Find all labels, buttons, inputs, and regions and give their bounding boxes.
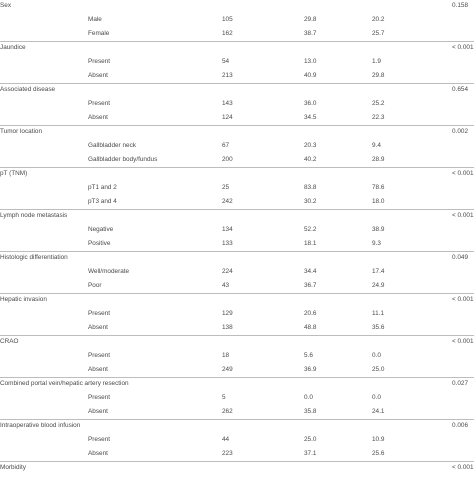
count-value: 133 bbox=[222, 234, 233, 255]
group-divider bbox=[0, 83, 474, 84]
variable-name: Associated disease bbox=[0, 80, 55, 101]
rate-value-1: 52.2 bbox=[304, 220, 316, 241]
p-value: 0.002 bbox=[452, 122, 468, 143]
level-label: Absent bbox=[88, 360, 108, 381]
p-value: < 0.001 bbox=[452, 458, 474, 478]
group-divider bbox=[0, 251, 474, 252]
rate-value-1: 20.3 bbox=[304, 136, 316, 157]
level-label: Well/moderate bbox=[88, 262, 129, 283]
variable-name: Hepatic invasion bbox=[0, 290, 47, 311]
level-label: Poor bbox=[88, 276, 102, 297]
count-value: 105 bbox=[222, 10, 233, 31]
variable-name: Combined portal vein/hepatic artery resection bbox=[0, 374, 129, 395]
count-value: 223 bbox=[222, 444, 233, 465]
level-label: Present bbox=[88, 346, 110, 367]
rate-value-2: 28.9 bbox=[372, 150, 384, 171]
count-value: 242 bbox=[222, 192, 233, 213]
count-value: 67 bbox=[222, 136, 229, 157]
group-divider bbox=[0, 209, 474, 210]
level-label: Gallbladder body/fundus bbox=[88, 150, 157, 171]
count-value: 138 bbox=[222, 318, 233, 339]
variable-name: Intraoperative blood infusion bbox=[0, 416, 80, 437]
variable-name: CRAO bbox=[0, 332, 18, 353]
variable-name: Tumor location bbox=[0, 122, 42, 143]
rate-value-2: 38.9 bbox=[372, 220, 384, 241]
rate-value-2: 24.9 bbox=[372, 276, 384, 297]
p-value: 0.049 bbox=[452, 248, 468, 269]
variable-name: Jaundice bbox=[0, 38, 26, 59]
rate-value-2: 78.6 bbox=[372, 178, 384, 199]
rate-value-1: 35.8 bbox=[304, 402, 316, 423]
rate-value-1: 36.7 bbox=[304, 276, 316, 297]
level-label: Absent bbox=[88, 444, 108, 465]
level-label: Female bbox=[88, 24, 109, 45]
group-divider bbox=[0, 293, 474, 294]
p-value: 0.006 bbox=[452, 416, 468, 437]
variable-name: Lymph node metastasis bbox=[0, 206, 67, 227]
rate-value-2: 10.9 bbox=[372, 430, 384, 451]
p-value: < 0.001 bbox=[452, 332, 474, 353]
rate-value-2: 25.7 bbox=[372, 24, 384, 45]
rate-value-2: 1.9 bbox=[372, 52, 381, 73]
rate-value-1: 36.0 bbox=[304, 94, 316, 115]
variable-name: Histologic differentiation bbox=[0, 248, 68, 269]
rate-value-2: 0.0 bbox=[372, 346, 381, 367]
count-value: 134 bbox=[222, 220, 233, 241]
group-divider bbox=[0, 125, 474, 126]
rate-value-1: 29.8 bbox=[304, 10, 316, 31]
count-value: 43 bbox=[222, 276, 229, 297]
count-value: 224 bbox=[222, 262, 233, 283]
rate-value-2: 24.1 bbox=[372, 402, 384, 423]
rate-value-2: 18.0 bbox=[372, 192, 384, 213]
level-label: pT3 and 4 bbox=[88, 192, 117, 213]
variable-name: Sex bbox=[0, 0, 11, 16]
count-value: 5 bbox=[222, 388, 226, 409]
level-label: Positive bbox=[88, 234, 110, 255]
rate-value-2: 11.1 bbox=[372, 304, 384, 325]
level-label: Absent bbox=[88, 108, 108, 129]
group-divider bbox=[0, 335, 474, 336]
group-divider bbox=[0, 377, 474, 378]
count-value: 262 bbox=[222, 402, 233, 423]
rate-value-1: 30.2 bbox=[304, 192, 316, 213]
rate-value-2: 20.2 bbox=[372, 10, 384, 31]
level-label: Present bbox=[88, 52, 110, 73]
count-value: 129 bbox=[222, 304, 233, 325]
variable-name: pT (TNM) bbox=[0, 164, 27, 185]
group-divider bbox=[0, 167, 474, 168]
p-value: 0.158 bbox=[452, 0, 468, 16]
rate-value-2: 29.8 bbox=[372, 66, 384, 87]
count-value: 162 bbox=[222, 24, 233, 45]
rate-value-1: 40.9 bbox=[304, 66, 316, 87]
p-value: < 0.001 bbox=[452, 164, 474, 185]
rate-value-2: 22.3 bbox=[372, 108, 384, 129]
p-value: 0.027 bbox=[452, 374, 468, 395]
count-value: 143 bbox=[222, 94, 233, 115]
rate-value-2: 0.0 bbox=[372, 388, 381, 409]
level-label: Present bbox=[88, 94, 110, 115]
level-label: Male bbox=[88, 10, 102, 31]
count-value: 25 bbox=[222, 178, 229, 199]
rate-value-1: 40.2 bbox=[304, 150, 316, 171]
p-value: < 0.001 bbox=[452, 206, 474, 227]
level-label: pT1 and 2 bbox=[88, 178, 117, 199]
count-value: 124 bbox=[222, 108, 233, 129]
rate-value-1: 37.1 bbox=[304, 444, 316, 465]
count-value: 213 bbox=[222, 66, 233, 87]
rate-value-1: 36.9 bbox=[304, 360, 316, 381]
rate-value-1: 5.6 bbox=[304, 346, 313, 367]
rate-value-1: 18.1 bbox=[304, 234, 316, 255]
group-divider bbox=[0, 41, 474, 42]
variable-name: Morbidity bbox=[0, 458, 26, 478]
rate-value-2: 17.4 bbox=[372, 262, 384, 283]
rate-value-1: 0.0 bbox=[304, 388, 313, 409]
group-divider bbox=[0, 419, 474, 420]
rate-value-2: 25.0 bbox=[372, 360, 384, 381]
rate-value-2: 9.3 bbox=[372, 234, 381, 255]
level-label: Gallbladder neck bbox=[88, 136, 136, 157]
rate-value-1: 38.7 bbox=[304, 24, 316, 45]
level-label: Present bbox=[88, 388, 110, 409]
p-value: 0.654 bbox=[452, 80, 468, 101]
rate-value-2: 25.2 bbox=[372, 94, 384, 115]
rate-value-1: 83.8 bbox=[304, 178, 316, 199]
p-value: < 0.001 bbox=[452, 290, 474, 311]
p-value: < 0.001 bbox=[452, 38, 474, 59]
rate-value-2: 25.6 bbox=[372, 444, 384, 465]
level-label: Negative bbox=[88, 220, 113, 241]
rate-value-1: 34.4 bbox=[304, 262, 316, 283]
rate-value-2: 35.6 bbox=[372, 318, 384, 339]
rate-value-1: 48.8 bbox=[304, 318, 316, 339]
group-divider bbox=[0, 461, 474, 462]
level-label: Present bbox=[88, 430, 110, 451]
level-label: Absent bbox=[88, 66, 108, 87]
count-value: 18 bbox=[222, 346, 229, 367]
count-value: 44 bbox=[222, 430, 229, 451]
rate-value-2: 9.4 bbox=[372, 136, 381, 157]
count-value: 249 bbox=[222, 360, 233, 381]
rate-value-1: 20.6 bbox=[304, 304, 316, 325]
level-label: Absent bbox=[88, 318, 108, 339]
level-label: Absent bbox=[88, 402, 108, 423]
rate-value-1: 13.0 bbox=[304, 52, 316, 73]
rate-value-1: 25.0 bbox=[304, 430, 316, 451]
count-value: 200 bbox=[222, 150, 233, 171]
level-label: Present bbox=[88, 304, 110, 325]
count-value: 54 bbox=[222, 52, 229, 73]
rate-value-1: 34.5 bbox=[304, 108, 316, 129]
